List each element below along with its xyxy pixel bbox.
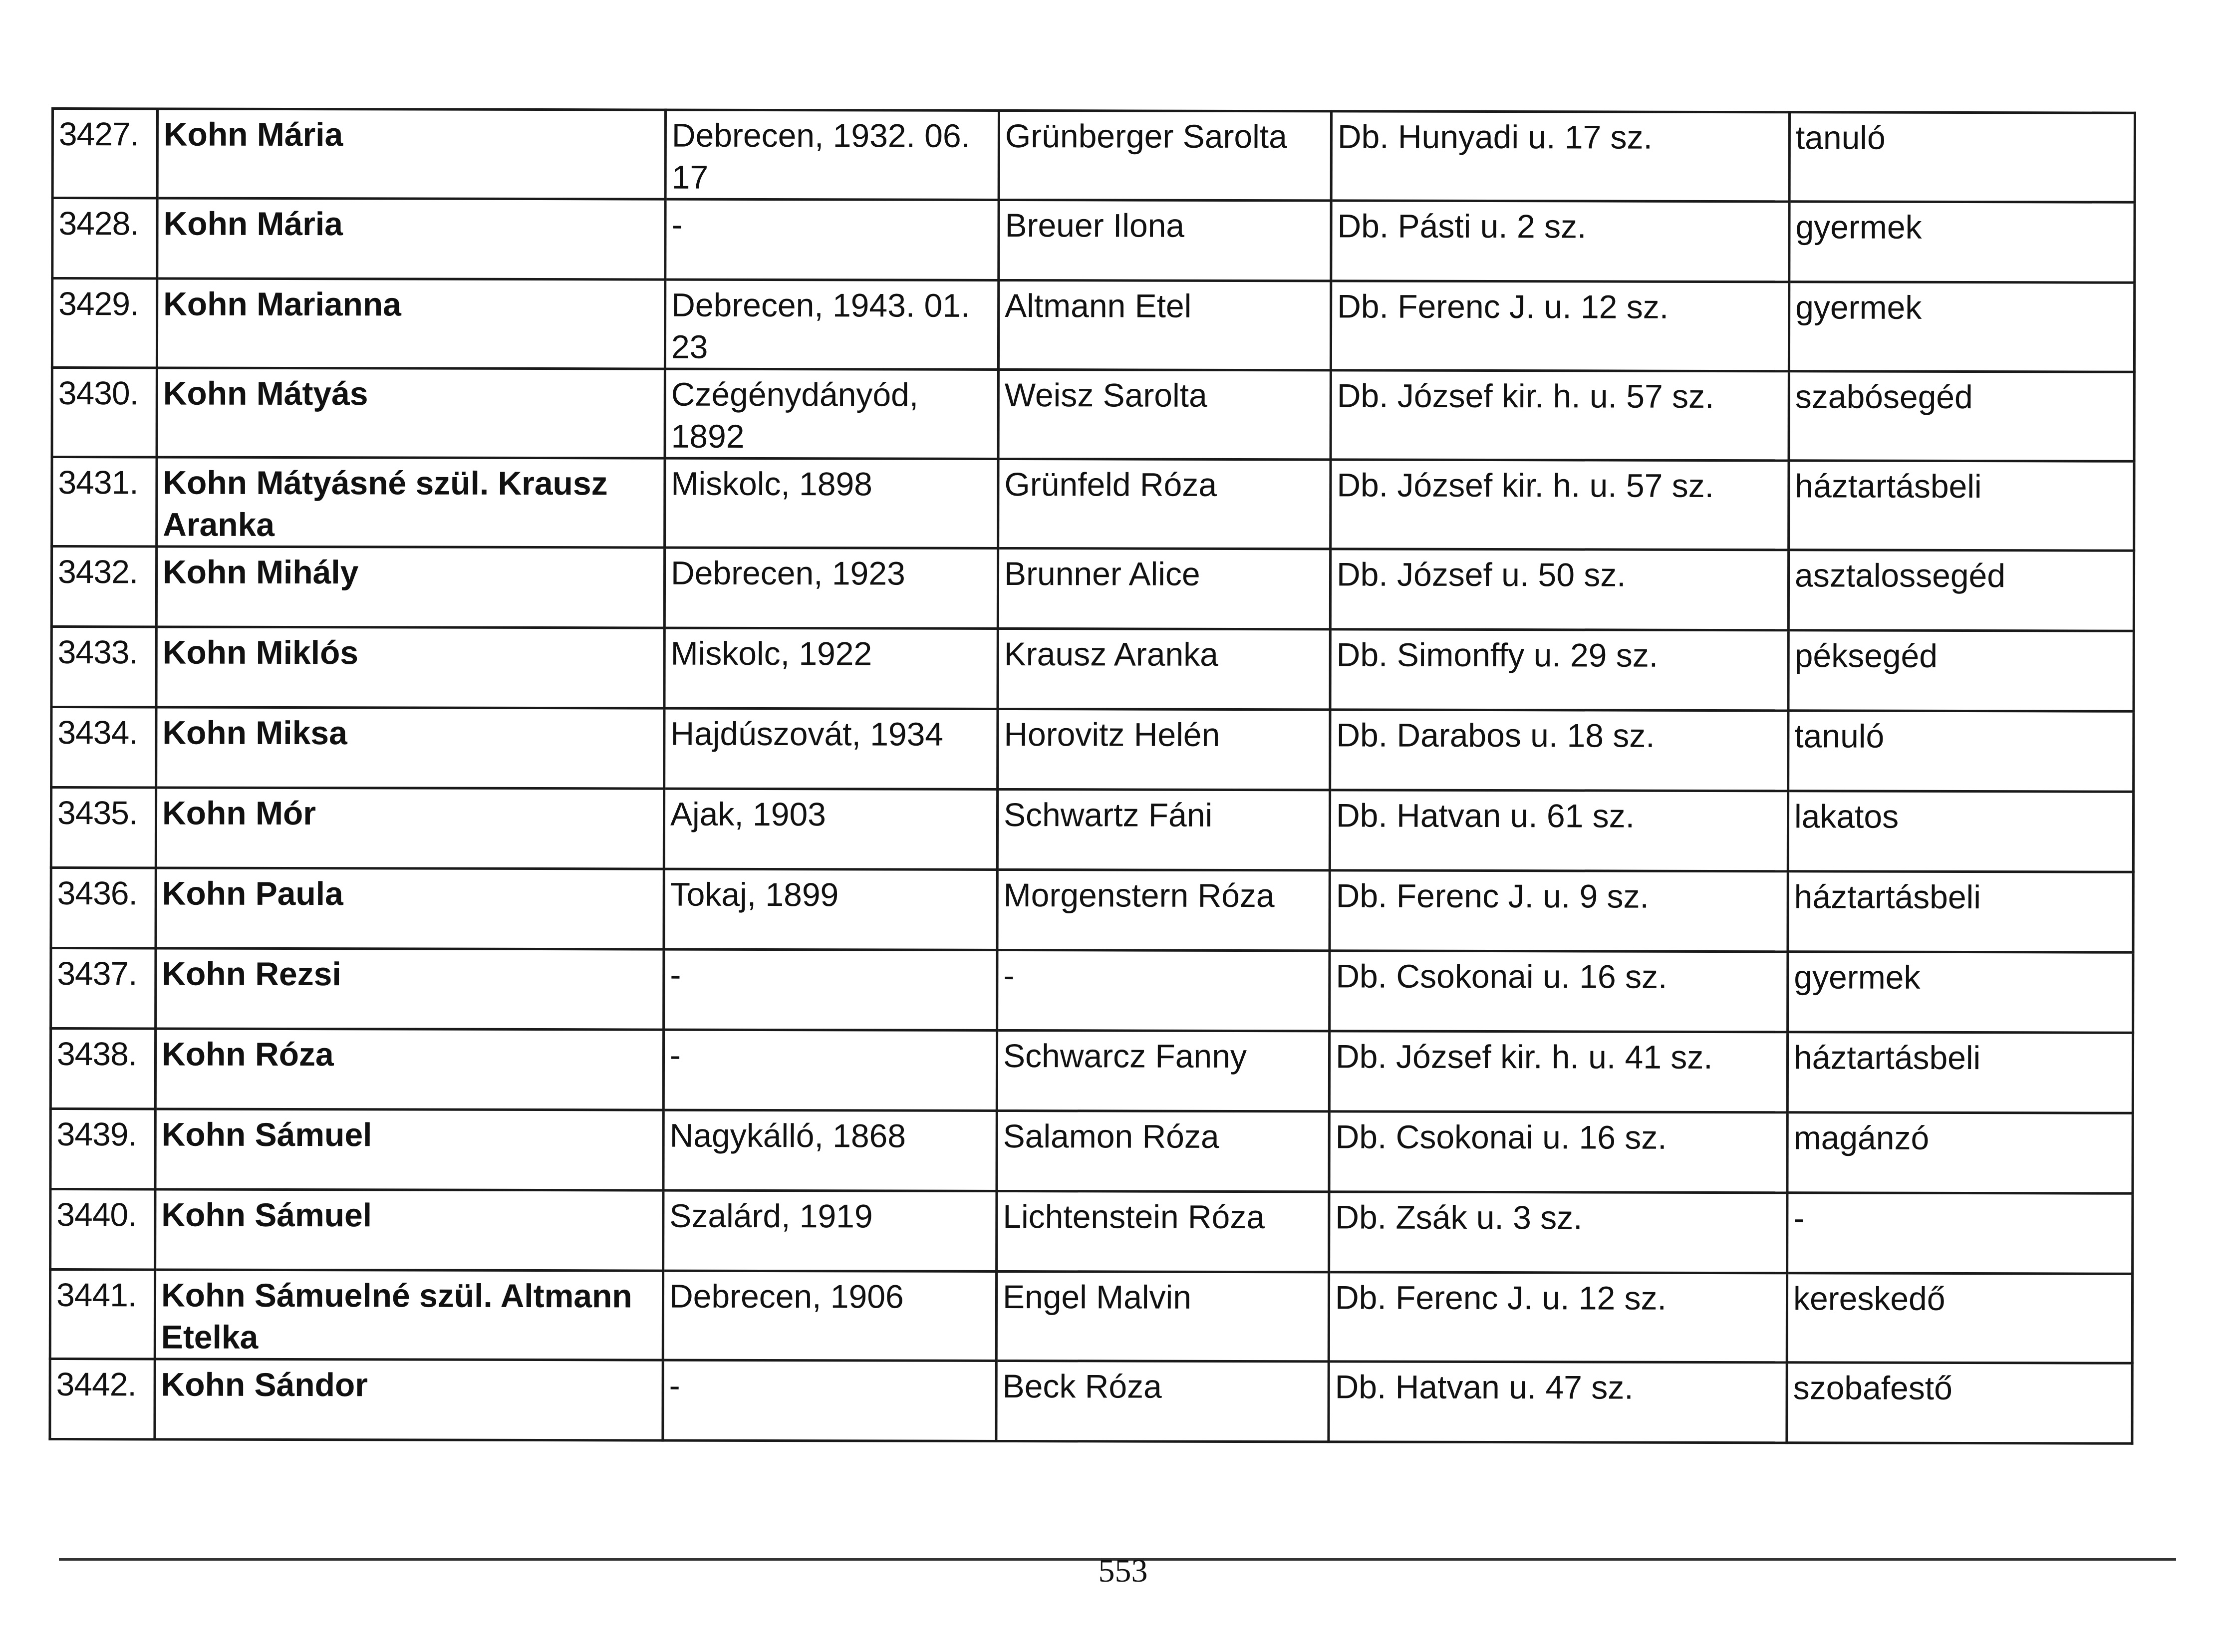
mother-name: Grünfeld Róza (998, 459, 1331, 549)
entry-number: 3435. (51, 788, 156, 868)
birth-place-date: - (663, 1360, 996, 1441)
birth-place-date: Nagykálló, 1868 (663, 1110, 997, 1191)
occupation: gyermek (1789, 282, 2134, 372)
person-name: Kohn Miksa (156, 707, 664, 789)
table-row (52, 457, 2134, 551)
person-name: Kohn Paula (156, 868, 664, 949)
address: Db. József kir. h. u. 57 sz. (1331, 460, 1789, 550)
entry-number: 3438. (50, 1029, 155, 1109)
table-row (50, 1359, 2132, 1443)
table-row (50, 1270, 2132, 1364)
table-row (52, 198, 2135, 283)
occupation: lakatos (1788, 791, 2133, 872)
birth-place-date: Ajak, 1903 (664, 789, 997, 869)
person-name: Kohn Róza (155, 1029, 663, 1110)
address: Db. Hunyadi u. 17 sz. (1331, 111, 1789, 202)
address: Db. Csokonai u. 16 sz. (1329, 1111, 1787, 1193)
occupation: péksegéd (1788, 630, 2134, 711)
person-name: Kohn Sámuel (155, 1189, 663, 1271)
address: Db. József u. 50 sz. (1330, 549, 1788, 630)
address: Db. Ferenc J. u. 12 sz. (1329, 1272, 1787, 1363)
occupation: magánzó (1787, 1112, 2133, 1193)
address: Db. Hatvan u. 47 sz. (1329, 1362, 1787, 1443)
birth-place-date: - (663, 1030, 997, 1110)
occupation: gyermek (1788, 952, 2133, 1033)
entry-number: 3432. (51, 547, 156, 627)
person-name: Kohn Mihály (156, 547, 664, 628)
table-row (50, 1109, 2133, 1194)
address: Db. Pásti u. 2 sz. (1331, 201, 1789, 282)
table-row (52, 109, 2135, 203)
mother-name: Krausz Aranka (998, 628, 1330, 709)
entry-number: 3439. (50, 1109, 155, 1189)
mother-name: Engel Malvin (996, 1271, 1329, 1361)
person-name: Kohn Mária (157, 109, 665, 199)
entry-number: 3431. (52, 457, 157, 547)
person-name: Kohn Mátyás (157, 368, 665, 458)
birth-place-date: - (664, 949, 997, 1030)
table-row (52, 278, 2134, 372)
address: Db. Zsák u. 3 sz. (1329, 1192, 1787, 1273)
page-number: 553 (1098, 1553, 1148, 1589)
mother-name: Altmann Etel (998, 280, 1331, 370)
person-name: Kohn Mátyásné szül. Krausz Aranka (157, 457, 665, 548)
entry-number: 3427. (52, 109, 157, 198)
mother-name: Weisz Sarolta (998, 369, 1331, 459)
table-row (51, 627, 2134, 712)
occupation: tanuló (1789, 112, 2135, 202)
mother-name: - (997, 950, 1330, 1031)
mother-name: Grünberger Sarolta (999, 110, 1331, 200)
address: Db. József kir. h. u. 41 sz. (1329, 1031, 1787, 1112)
person-name: Kohn Mária (157, 198, 665, 279)
entry-number: 3442. (50, 1359, 155, 1439)
person-name: Kohn Miklós (156, 627, 664, 708)
address: Db. Hatvan u. 61 sz. (1330, 790, 1788, 871)
occupation: háztartásbeli (1789, 461, 2134, 551)
occupation: háztartásbeli (1788, 871, 2133, 952)
entry-number: 3437. (51, 948, 156, 1029)
entry-number: 3429. (52, 278, 157, 368)
person-name: Kohn Sándor (155, 1359, 663, 1440)
birth-place-date: Debrecen, 1906 (663, 1271, 996, 1361)
table-row (51, 788, 2133, 872)
birth-place-date: - (665, 199, 999, 280)
birth-place-date: Hajdúszovát, 1934 (664, 708, 998, 789)
table-row (50, 1029, 2133, 1113)
table-row (51, 707, 2134, 792)
address: Db. Simonffy u. 29 sz. (1330, 629, 1788, 711)
occupation: asztalossegéd (1788, 550, 2134, 631)
birth-place-date: Debrecen, 1943. 01. 23 (665, 279, 998, 369)
address: Db. József kir. h. u. 57 sz. (1331, 370, 1789, 461)
table-row (51, 868, 2133, 953)
address: Db. Darabos u. 18 sz. (1330, 710, 1788, 791)
birth-place-date: Miskolc, 1898 (665, 458, 998, 548)
table-row (50, 1189, 2133, 1274)
table-row (51, 948, 2133, 1033)
person-name: Kohn Sámuel (155, 1109, 663, 1190)
occupation: gyermek (1789, 202, 2135, 282)
person-name: Kohn Rezsi (156, 948, 664, 1030)
person-name: Kohn Sámuelné szül. Altmann Etelka (155, 1270, 663, 1360)
birth-place-date: Tokaj, 1899 (664, 869, 997, 950)
birth-place-date: Debrecen, 1923 (664, 548, 998, 628)
birth-place-date: Szalárd, 1919 (663, 1190, 997, 1271)
table-row (51, 547, 2134, 631)
occupation: szabósegéd (1789, 371, 2134, 461)
address: Db. Csokonai u. 16 sz. (1330, 951, 1788, 1032)
entry-number: 3430. (52, 368, 157, 457)
mother-name: Breuer Ilona (999, 200, 1331, 280)
entry-number: 3440. (50, 1189, 155, 1270)
entry-number: 3434. (51, 707, 156, 788)
table-row (52, 368, 2134, 462)
mother-name: Horovitz Helén (998, 709, 1330, 790)
mother-name: Schwartz Fáni (997, 789, 1330, 870)
register-body (50, 109, 2135, 1444)
mother-name: Morgenstern Róza (997, 869, 1330, 950)
register-table (48, 107, 2136, 1445)
person-name: Kohn Mór (156, 788, 664, 869)
address: Db. Ferenc J. u. 12 sz. (1331, 281, 1789, 371)
birth-place-date: Miskolc, 1922 (664, 628, 998, 709)
person-name: Kohn Marianna (157, 278, 665, 369)
mother-name: Schwarcz Fanny (997, 1030, 1329, 1111)
mother-name: Beck Róza (996, 1361, 1329, 1441)
entry-number: 3428. (52, 198, 157, 278)
mother-name: Lichtenstein Róza (997, 1191, 1329, 1272)
entry-number: 3441. (50, 1270, 155, 1359)
occupation: tanuló (1788, 711, 2134, 792)
birth-place-date: Czégénydányód, 1892 (665, 369, 998, 459)
birth-place-date: Debrecen, 1932. 06. 17 (665, 110, 999, 200)
mother-name: Brunner Alice (998, 548, 1330, 629)
occupation: kereskedő (1787, 1273, 2132, 1363)
address: Db. Ferenc J. u. 9 sz. (1330, 870, 1788, 952)
occupation: háztartásbeli (1787, 1032, 2133, 1113)
mother-name: Salamon Róza (997, 1110, 1329, 1191)
entry-number: 3436. (51, 868, 156, 948)
occupation: szobafestő (1787, 1363, 2132, 1443)
occupation: - (1787, 1193, 2133, 1274)
entry-number: 3433. (51, 627, 156, 707)
